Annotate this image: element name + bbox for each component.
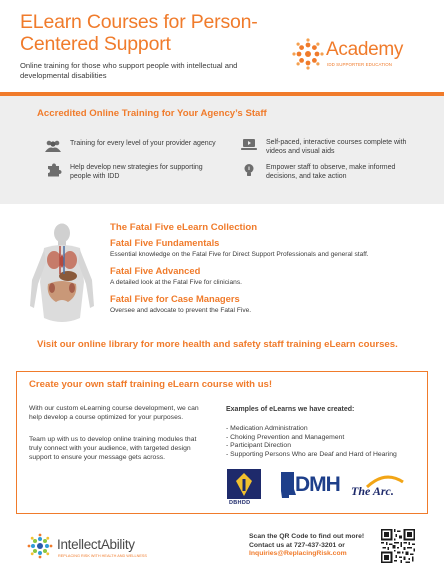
page-title: ELearn Courses for Person-Centered Support [20, 11, 258, 55]
laptop-video-icon [240, 138, 258, 152]
accredited-title: Accredited Online Training for Your Agency’s Staff [37, 108, 267, 119]
human-anatomy-icon [24, 222, 100, 334]
academy-sunburst-icon [292, 38, 324, 70]
create-paragraph: With our custom eLearning course development, we can help develop a course optimized for your purposes. [29, 405, 199, 421]
create-title: Create your own staff training eLearn course with us! [29, 379, 273, 390]
intellectability-logo-tagline: REPLACING RISK WITH HEALTH AND WELLNESS [58, 554, 147, 558]
people-icon [44, 139, 62, 153]
create-paragraph: Team up with us to develop online training modules that truly connect with your audience, with targeted design support to ensure your message gets across. [29, 436, 197, 461]
academy-logo-word: Academy [326, 39, 404, 60]
academy-logo-tagline: IDD SUPPORTER EDUCATION [327, 62, 393, 67]
examples-title: Examples of eLearns we have created: [226, 406, 355, 413]
feature-item [44, 139, 224, 153]
contact-block [249, 533, 364, 559]
dmh-logo-text: DMH [295, 473, 340, 496]
puzzle-icon [44, 163, 62, 177]
list-item: - Choking Prevention and Management [226, 433, 345, 441]
course-title: Fatal Five for Case Managers [110, 293, 240, 304]
course-description: Essential knowledge on the Fatal Five for Direct Support Professionals and general staff. [110, 251, 369, 258]
intellectability-mandala-icon [27, 533, 53, 559]
dbhdd-emblem-icon [227, 469, 261, 499]
feature-item [240, 138, 420, 156]
header [0, 0, 444, 92]
visit-library-text: Visit our online library for more health and safety staff training eLearn courses. [37, 339, 398, 350]
accredited-section [0, 96, 444, 204]
feature-text: Empower staff to observe, make informed decisions, and take action [266, 164, 396, 180]
feature-item [44, 163, 224, 181]
scan-qr-text: Scan the QR Code to find out more! [249, 533, 365, 540]
dmh-logo [279, 471, 339, 501]
feature-item [240, 163, 420, 181]
contact-phone-text: Contact us at 727-437-3201 or [249, 541, 345, 549]
list-item: - Supporting Persons Who are Deaf and Hard of Hearing [226, 450, 397, 458]
examples-list [226, 425, 397, 459]
the-arc-logo [347, 474, 411, 502]
dbhdd-logo-text: DBHDD [229, 500, 251, 506]
qr-code[interactable] [381, 529, 415, 563]
intellectability-logo [27, 533, 197, 563]
page-subtitle: Online training for those who support people with intellectual and developmental disabilities [20, 61, 238, 80]
dbhdd-logo [227, 469, 261, 507]
course-title: Fatal Five Advanced [110, 265, 201, 276]
course-title: Fatal Five Fundamentals [110, 237, 220, 248]
feature-text: Training for every level of your provider agency [70, 140, 216, 147]
course-description: A detailed look at the Fatal Five for clinicians. [110, 279, 242, 286]
feature-text: Help develop new strategies for supporting people with IDD [70, 164, 203, 180]
contact-email-link[interactable]: Inquiries@ReplacingRisk.com [249, 550, 347, 558]
the-arc-logo-text: The Arc. [351, 484, 394, 498]
lightbulb-icon [240, 163, 258, 177]
course-description: Oversee and advocate to prevent the Fatal Five. [110, 307, 252, 314]
fatal-five-section [16, 206, 428, 366]
footer [0, 518, 444, 575]
academy-logo [292, 38, 422, 74]
feature-text: Self-paced, interactive courses complete with videos and visual aids [266, 139, 407, 155]
list-item: - Participant Direction [226, 442, 291, 450]
list-item: - Medication Administration [226, 425, 308, 432]
create-course-box [16, 371, 428, 514]
fatal-five-title: The Fatal Five eLearn Collection [110, 222, 258, 233]
intellectability-logo-word: IntellectAbility [57, 537, 135, 552]
